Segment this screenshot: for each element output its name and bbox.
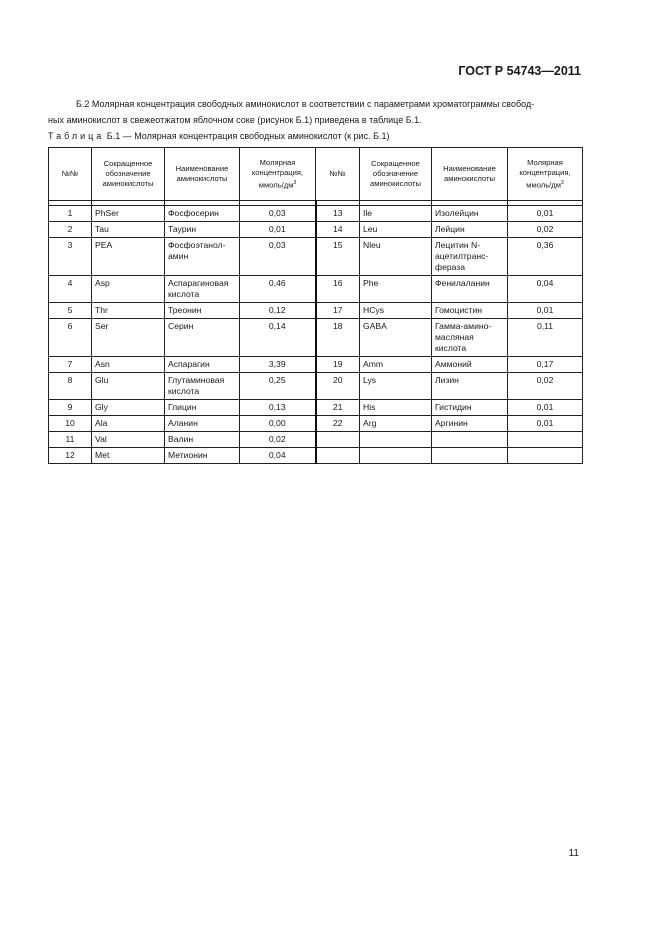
row-abbreviation: Asp xyxy=(92,276,165,303)
row-abbreviation: Ser xyxy=(92,319,165,357)
row-concentration: 0,01 xyxy=(508,303,583,319)
row-abbreviation xyxy=(360,432,432,448)
row-name: Треонин xyxy=(165,303,240,319)
row-name: Фосфоэтанол-амин xyxy=(165,238,240,276)
table-row xyxy=(49,373,583,400)
row-abbreviation: Gly xyxy=(92,400,165,416)
row-number: 12 xyxy=(49,448,92,464)
row-concentration: 0,03 xyxy=(240,206,316,222)
header-num-right: №№ xyxy=(316,148,360,201)
row-abbreviation: PhSer xyxy=(92,206,165,222)
row-number: 2 xyxy=(49,222,92,238)
row-concentration: 0,04 xyxy=(508,276,583,303)
row-name: Гистидин xyxy=(432,400,508,416)
row-concentration: 0,01 xyxy=(508,400,583,416)
row-concentration: 0,14 xyxy=(240,319,316,357)
row-name: Аспарагин xyxy=(165,357,240,373)
row-abbreviation: GABA xyxy=(360,319,432,357)
row-name: Лейцин xyxy=(432,222,508,238)
row-number: 7 xyxy=(49,357,92,373)
table-row xyxy=(49,448,583,464)
table-header-row xyxy=(49,148,583,201)
header-conc-right: Молярная концентрация, ммоль/$дм^3$ xyxy=(508,148,583,201)
row-number: 22 xyxy=(316,416,360,432)
table-row xyxy=(49,238,583,276)
row-number: 11 xyxy=(49,432,92,448)
row-abbreviation: Met xyxy=(92,448,165,464)
row-abbreviation: His xyxy=(360,400,432,416)
row-name: Таурин xyxy=(165,222,240,238)
header-abbr-right: Сокращенное обозначение аминокислоты xyxy=(360,148,432,201)
row-number xyxy=(316,432,360,448)
row-name: Лизин xyxy=(432,373,508,400)
paragraph-b2 xyxy=(48,96,582,128)
table-row xyxy=(49,416,583,432)
row-name: Изолейцин xyxy=(432,206,508,222)
table-row xyxy=(49,400,583,416)
row-concentration: 0,36 xyxy=(508,238,583,276)
row-name: Глицин xyxy=(165,400,240,416)
row-number: 3 xyxy=(49,238,92,276)
row-concentration: 0,12 xyxy=(240,303,316,319)
row-number: 5 xyxy=(49,303,92,319)
row-abbreviation: Val xyxy=(92,432,165,448)
row-number: 21 xyxy=(316,400,360,416)
row-concentration: 0,11 xyxy=(508,319,583,357)
table-caption xyxy=(48,131,390,141)
row-concentration: 0,13 xyxy=(240,400,316,416)
row-abbreviation: Amm xyxy=(360,357,432,373)
table-row xyxy=(49,276,583,303)
row-abbreviation: Tau xyxy=(92,222,165,238)
row-name: Валин xyxy=(165,432,240,448)
row-number: 10 xyxy=(49,416,92,432)
row-number: 9 xyxy=(49,400,92,416)
amino-acid-table xyxy=(48,147,583,464)
row-number: 14 xyxy=(316,222,360,238)
row-concentration: 0,25 xyxy=(240,373,316,400)
page-number: 11 xyxy=(568,848,579,859)
row-concentration: 0,02 xyxy=(240,432,316,448)
row-abbreviation: Glu xyxy=(92,373,165,400)
row-concentration: 0,04 xyxy=(240,448,316,464)
paragraph-line-1: Б.2 Молярная концентрация свободных аминокислот в соответствии с параметрами хроматограммы свобод- xyxy=(76,99,535,109)
row-abbreviation: Asn xyxy=(92,357,165,373)
table-row xyxy=(49,222,583,238)
row-name: Фенилаланин xyxy=(432,276,508,303)
row-abbreviation: HCys xyxy=(360,303,432,319)
header-name-left: Наименование аминокислоты xyxy=(165,148,240,201)
header-abbr-left: Сокращенное обозначение аминокислоты xyxy=(92,148,165,201)
table-caption-label: Таблица xyxy=(48,131,105,141)
row-name: Серин xyxy=(165,319,240,357)
row-concentration: 0,01 xyxy=(508,416,583,432)
row-name: Аммоний xyxy=(432,357,508,373)
row-number xyxy=(316,448,360,464)
row-number: 15 xyxy=(316,238,360,276)
row-abbreviation: Thr xyxy=(92,303,165,319)
row-abbreviation: Ile xyxy=(360,206,432,222)
row-number: 6 xyxy=(49,319,92,357)
row-name: Гамма-амино-масляная кислота xyxy=(432,319,508,357)
row-number: 19 xyxy=(316,357,360,373)
row-name: Аспарагиновая кислота xyxy=(165,276,240,303)
row-name: Фосфосерин xyxy=(165,206,240,222)
row-concentration xyxy=(508,448,583,464)
row-number: 13 xyxy=(316,206,360,222)
row-number: 8 xyxy=(49,373,92,400)
row-concentration: 0,02 xyxy=(508,373,583,400)
row-abbreviation: PEA xyxy=(92,238,165,276)
row-name: Гомоцистин xyxy=(432,303,508,319)
table-row xyxy=(49,206,583,222)
header-name-right: Наименование аминокислоты xyxy=(432,148,508,201)
row-concentration: 0,03 xyxy=(240,238,316,276)
row-concentration: 0,17 xyxy=(508,357,583,373)
row-concentration: 0,01 xyxy=(508,206,583,222)
row-number: 18 xyxy=(316,319,360,357)
table-row xyxy=(49,432,583,448)
table-row xyxy=(49,357,583,373)
row-name: Метионин xyxy=(165,448,240,464)
row-concentration: 0,01 xyxy=(240,222,316,238)
header-num-left: №№ xyxy=(49,148,92,201)
row-concentration xyxy=(508,432,583,448)
row-name xyxy=(432,432,508,448)
table-row xyxy=(49,303,583,319)
row-abbreviation: Nleu xyxy=(360,238,432,276)
row-number: 4 xyxy=(49,276,92,303)
row-name: Глутаминовая кислота xyxy=(165,373,240,400)
paragraph-line-2: ных аминокислот в свежеотжатом яблочном соке (рисунок Б.1) приведена в таблице Б.1. xyxy=(48,115,422,125)
row-concentration: 0,46 xyxy=(240,276,316,303)
table-row xyxy=(49,319,583,357)
row-abbreviation: Ala xyxy=(92,416,165,432)
row-abbreviation: Leu xyxy=(360,222,432,238)
row-abbreviation: Arg xyxy=(360,416,432,432)
standard-number: ГОСТ Р 54743—2011 xyxy=(458,64,581,78)
row-number: 20 xyxy=(316,373,360,400)
header-conc-left: Молярная концентрация, ммоль/$дм^3$ xyxy=(240,148,316,201)
row-number: 16 xyxy=(316,276,360,303)
table-caption-text: Б.1 — Молярная концентрация свободных аминокислот (к рис. Б.1) xyxy=(104,131,390,141)
row-number: 17 xyxy=(316,303,360,319)
row-name: Лецитин N-ацетилтранс-фераза xyxy=(432,238,508,276)
row-abbreviation xyxy=(360,448,432,464)
row-concentration: 3,39 xyxy=(240,357,316,373)
row-name xyxy=(432,448,508,464)
row-name: Аргинин xyxy=(432,416,508,432)
row-name: Аланин xyxy=(165,416,240,432)
row-concentration: 0,02 xyxy=(508,222,583,238)
row-concentration: 0,00 xyxy=(240,416,316,432)
row-abbreviation: Phe xyxy=(360,276,432,303)
row-number: 1 xyxy=(49,206,92,222)
row-abbreviation: Lys xyxy=(360,373,432,400)
